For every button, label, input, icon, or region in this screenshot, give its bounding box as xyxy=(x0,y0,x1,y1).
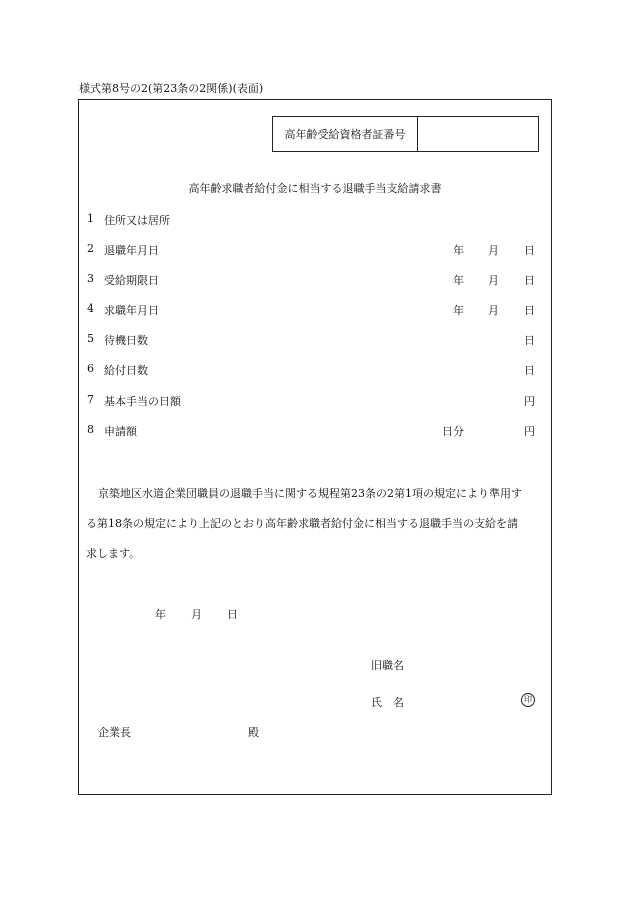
unit-yen: 円 xyxy=(524,425,535,438)
item-number: 2 xyxy=(87,242,94,255)
item-number: 4 xyxy=(87,302,94,315)
unit-yen: 円 xyxy=(524,395,535,408)
former-position-label: 旧職名 xyxy=(371,659,404,672)
certificate-number-box xyxy=(272,116,539,152)
unit-day: 日 xyxy=(524,274,535,287)
addressee: 企業長 xyxy=(98,726,131,739)
item-row-address xyxy=(87,212,537,228)
item-row-benefit-days xyxy=(87,362,537,378)
unit-day: 日 xyxy=(524,244,535,257)
unit-month: 月 xyxy=(488,244,499,257)
certificate-number-label: 高年齢受給資格者証番号 xyxy=(273,117,418,151)
item-label: 基本手当の日額 xyxy=(104,395,181,408)
unit-day: 日 xyxy=(524,364,535,377)
unit-day: 日 xyxy=(524,334,535,347)
unit-year: 年 xyxy=(453,244,464,257)
form-frame xyxy=(78,99,552,795)
item-label: 受給期限日 xyxy=(104,274,159,287)
honorific: 殿 xyxy=(248,726,259,739)
unit-year: 年 xyxy=(453,274,464,287)
item-label: 住所又は居所 xyxy=(104,214,170,227)
item-row-retirement-date xyxy=(87,242,537,258)
item-number: 6 xyxy=(87,362,94,375)
unit-month: 月 xyxy=(488,274,499,287)
item-label: 求職年月日 xyxy=(104,304,159,317)
form-caption: 様式第8号の2(第23条の2関係)(表面) xyxy=(79,82,264,95)
item-number: 1 xyxy=(87,212,94,225)
item-number: 7 xyxy=(87,393,94,406)
unit-day: 日 xyxy=(524,304,535,317)
body-text-line-1: 京築地区水道企業団職員の退職手当に関する規程第23条の2第1項の規定により準用す xyxy=(98,487,522,500)
item-label: 給付日数 xyxy=(104,364,148,377)
item-label: 申請額 xyxy=(104,425,137,438)
seal-mark: 印 xyxy=(521,693,535,707)
item-row-job-seeking-date xyxy=(87,302,537,318)
unit-days-share: 日分 xyxy=(442,425,464,438)
item-label: 退職年月日 xyxy=(104,244,159,257)
item-row-waiting-days xyxy=(87,332,537,348)
item-row-claim-amount xyxy=(87,423,537,439)
body-text-line-3: 求します。 xyxy=(86,547,141,560)
name-label: 氏 名 xyxy=(371,696,404,709)
item-label: 待機日数 xyxy=(104,334,148,347)
item-row-basic-daily-allowance xyxy=(87,393,537,409)
certificate-number-field[interactable] xyxy=(418,117,538,151)
item-number: 5 xyxy=(87,332,94,345)
unit-month: 月 xyxy=(488,304,499,317)
date-day: 日 xyxy=(227,608,238,621)
unit-year: 年 xyxy=(453,304,464,317)
body-text-line-2: る第18条の規定により上記のとおり高年齢求職者給付金に相当する退職手当の支給を請 xyxy=(86,517,518,530)
item-number: 3 xyxy=(87,272,94,285)
item-row-benefit-deadline xyxy=(87,272,537,288)
document-title: 高年齢求職者給付金に相当する退職手当支給請求書 xyxy=(188,182,442,195)
date-month: 月 xyxy=(191,608,202,621)
item-number: 8 xyxy=(87,423,94,436)
date-year: 年 xyxy=(155,608,166,621)
